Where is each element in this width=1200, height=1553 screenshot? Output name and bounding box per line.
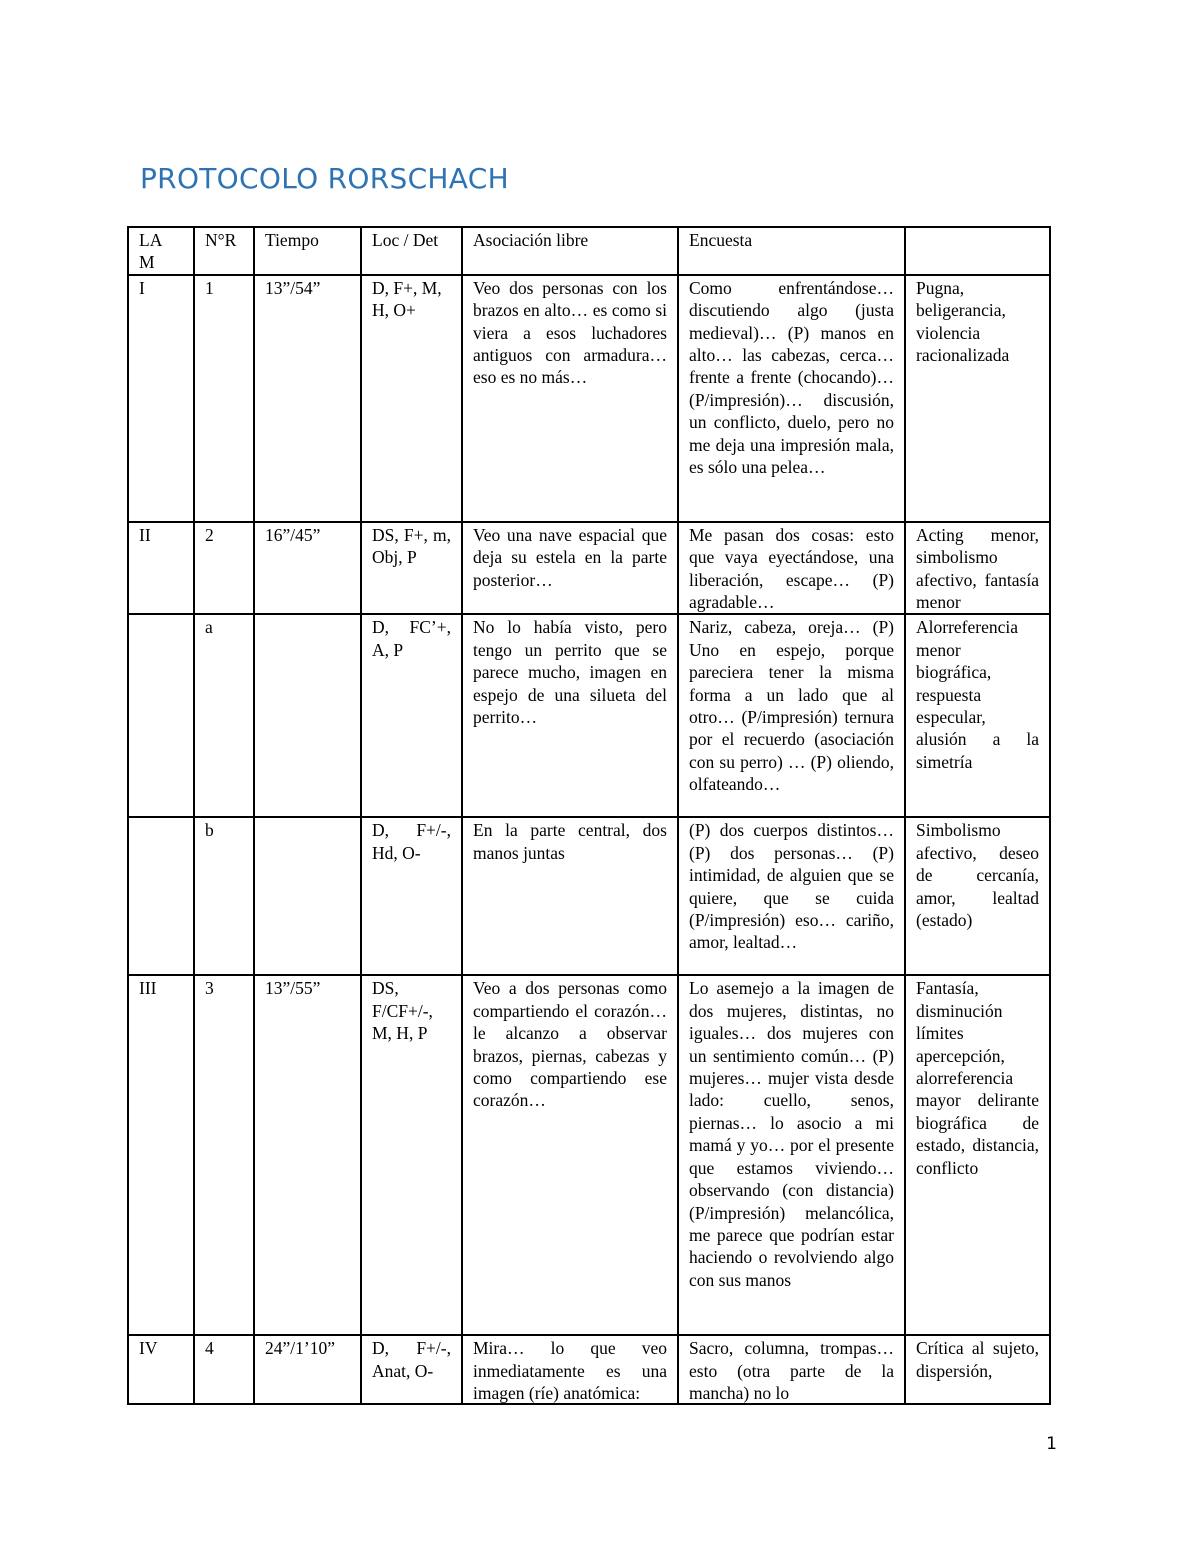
cell-interpretacion: Fantasía, disminución límites apercepción, alorreferencia mayor delirante biográfica de estado, distancia, conflicto	[905, 975, 1050, 1335]
cell-interpretacion: Alorreferencia menor biográfica, respuesta especular, alusión a la simetría	[905, 614, 1050, 817]
cell-encuesta: Me pasan dos cosas: esto que vaya eyectándose, una liberación, escape… (P) agradable…	[678, 522, 905, 615]
cell-interpretacion: Simbolismo afectivo, deseo de cercanía, amor, lealtad (estado)	[905, 817, 1050, 975]
rorschach-protocol-table	[127, 226, 1051, 1405]
cell-loc-det	[361, 1335, 462, 1404]
page-number: 1	[1046, 1434, 1057, 1454]
table-row	[128, 614, 1050, 817]
cell-encuesta: (P) dos cuerpos distintos… (P) dos personas… (P) intimidad, de alguien que se quiere, que se cuida (P/impresión) eso… cariño, amor, lealtad…	[678, 817, 905, 975]
cell-lam-text: IV	[139, 1338, 158, 1359]
cell-encuesta: Como enfrentándose… discutiendo algo (justa medieval)… (P) manos en alto… las cabezas, cerca… frente a frente (chocando)… (P/impresión)… discusión, un conflicto, duelo, pero no me deja una impresión mala, es sólo una pelea…	[678, 275, 905, 522]
header-asociacion-libre: Asociación libre	[462, 227, 678, 275]
cell-tiempo	[254, 614, 361, 817]
cell-loc-det-text: D, F+/-, Anat, O-	[372, 1338, 451, 1381]
cell-loc-det: D, F+, M, H, O+	[361, 275, 462, 522]
cell-loc-det: D, FC’+, A, P	[361, 614, 462, 817]
cell-asociacion-libre	[462, 1335, 678, 1404]
cell-lam	[128, 817, 194, 975]
cell-nr	[194, 1335, 254, 1404]
cell-loc-det: D, F+/-, Hd, O-	[361, 817, 462, 975]
cell-interpretacion-text: Crítica al sujeto, dispersión,	[916, 1338, 1039, 1381]
table-body	[128, 227, 1050, 1404]
cell-encuesta	[678, 1335, 905, 1404]
cell-loc-det: DS, F/CF+/-, M, H, P	[361, 975, 462, 1335]
cell-encuesta: Nariz, cabeza, oreja… (P) Uno en espejo, porque pareciera tener la misma forma a un lado que al otro… (P/impresión) ternura por el recuerdo (asociación con su perro) … (P) oliendo, olfateando…	[678, 614, 905, 817]
cell-nr: 2	[194, 522, 254, 615]
header-loc-det: Loc / Det	[361, 227, 462, 275]
cell-nr-text: 4	[205, 1338, 214, 1359]
cell-asociacion-libre: Veo una nave espacial que deja su estela en la parte posterior…	[462, 522, 678, 615]
header-nr: N°R	[194, 227, 254, 275]
cell-lam	[128, 614, 194, 817]
header-lam: LA M	[128, 227, 194, 275]
cell-tiempo: 13”/54”	[254, 275, 361, 522]
cell-asociacion-libre: En la parte central, dos manos juntas	[462, 817, 678, 975]
table-row	[128, 275, 1050, 522]
header-tiempo: Tiempo	[254, 227, 361, 275]
table-row	[128, 975, 1050, 1335]
cell-nr: 1	[194, 275, 254, 522]
cell-tiempo	[254, 1335, 361, 1404]
cell-nr: b	[194, 817, 254, 975]
document-title: PROTOCOLO RORSCHACH	[140, 162, 509, 195]
cell-lam	[128, 1335, 194, 1404]
cell-asociacion-libre: Veo dos personas con los brazos en alto… es como si viera a esos luchadores antiguos con armadura… eso es no más…	[462, 275, 678, 522]
cell-interpretacion: Acting menor, simbolismo afectivo, fantasía menor	[905, 522, 1050, 615]
cell-tiempo-text: 24”/1’10”	[265, 1338, 335, 1359]
cell-encuesta-text: Sacro, columna, trompas… esto (otra parte de la mancha) no lo	[689, 1338, 894, 1404]
table-row	[128, 522, 1050, 615]
table-row	[128, 817, 1050, 975]
cell-nr: 3	[194, 975, 254, 1335]
header-encuesta: Encuesta	[678, 227, 905, 275]
cell-encuesta: Lo asemejo a la imagen de dos mujeres, distintas, no iguales… dos mujeres con un sentimiento común… (P) mujeres… mujer vista desde lado: cuello, senos, piernas… lo asocio a mi mamá y yo… por el presente que estamos viviendo… observando (con distancia) (P/impresión) melancólica, me parece que podrían estar haciendo o revolviendo algo con sus manos	[678, 975, 905, 1335]
cell-interpretacion	[905, 1335, 1050, 1404]
cell-tiempo: 16”/45”	[254, 522, 361, 615]
cell-tiempo: 13”/55”	[254, 975, 361, 1335]
cell-interpretacion: Pugna, beligerancia, violencia racionalizada	[905, 275, 1050, 522]
cell-asociacion-libre-text: Mira… lo que veo inmediatamente es una imagen (ríe) anatómica:	[473, 1338, 667, 1404]
table-header-row	[128, 227, 1050, 275]
cell-lam: I	[128, 275, 194, 522]
cell-loc-det: DS, F+, m, Obj, P	[361, 522, 462, 615]
cell-lam: II	[128, 522, 194, 615]
cell-asociacion-libre: No lo había visto, pero tengo un perrito que se parece mucho, imagen en espejo de una silueta del perrito…	[462, 614, 678, 817]
cell-tiempo	[254, 817, 361, 975]
cell-lam: III	[128, 975, 194, 1335]
header-interpretacion	[905, 227, 1050, 275]
cell-asociacion-libre: Veo a dos personas como compartiendo el corazón… le alcanzo a observar brazos, piernas, cabezas y como compartiendo ese corazón…	[462, 975, 678, 1335]
cell-nr: a	[194, 614, 254, 817]
table-row	[128, 1335, 1050, 1404]
